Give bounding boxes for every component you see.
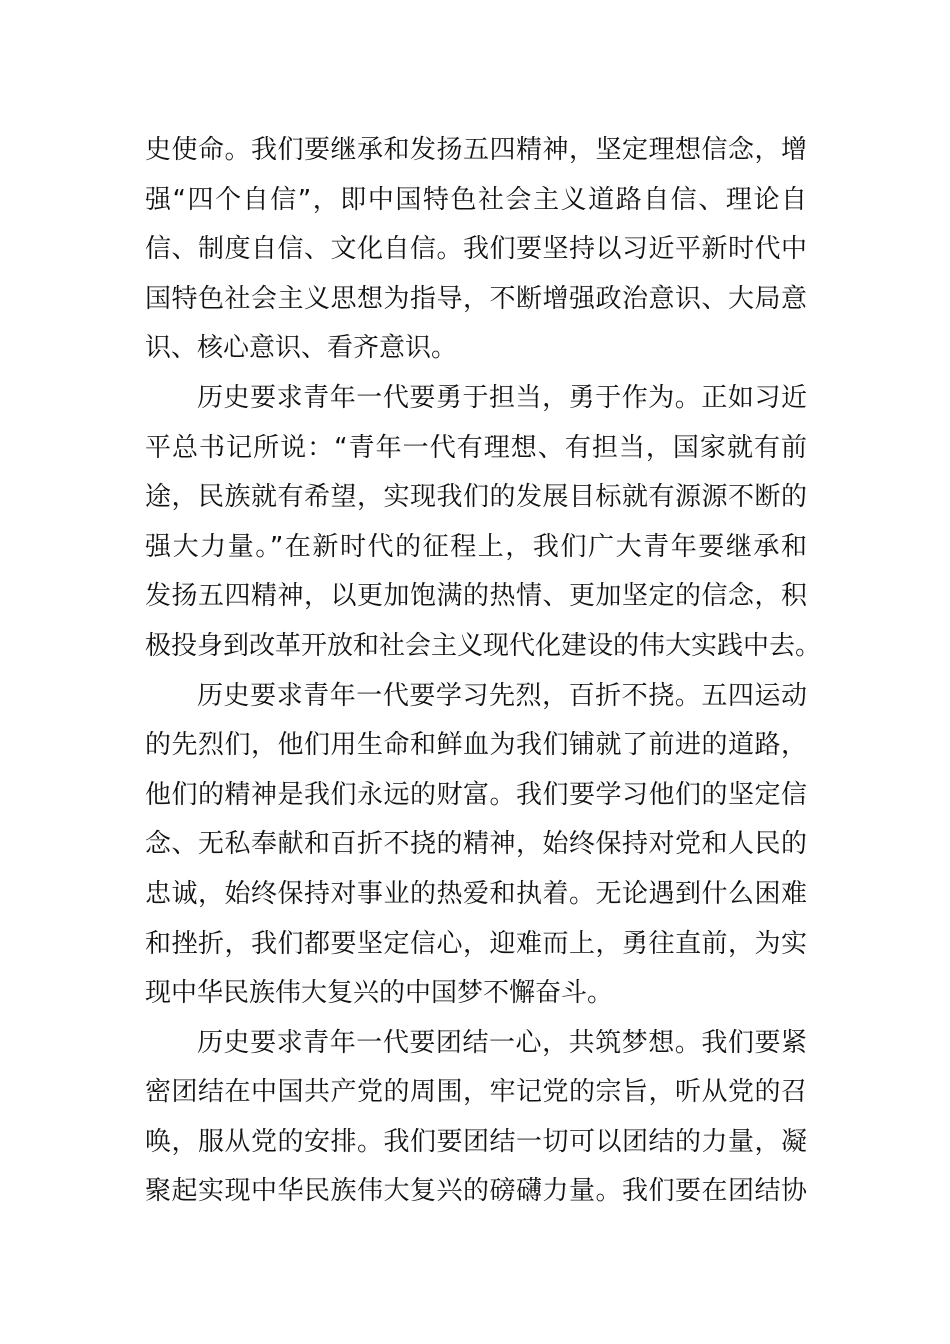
- text-line: 强“四个自信”，即中国特色社会主义道路自信、理论自: [145, 184, 807, 215]
- text-line: 国特色社会主义思想为指导，不断增强政治意识、大局意: [145, 283, 807, 314]
- text-line: 极投身到改革开放和社会主义现代化建设的伟大实践中去。: [145, 630, 822, 661]
- text-line: 途，民族就有希望，实现我们的发展目标就有源源不断的: [145, 482, 807, 513]
- text-line: 史使命。我们要继承和发扬五四精神，坚定理想信念，增: [145, 135, 807, 165]
- paragraph-start-line: 历史要求青年一代要勇于担当，勇于作为。正如习近: [197, 382, 807, 413]
- text-line: 他们的精神是我们永远的财富。我们要学习他们的坚定信: [145, 779, 807, 810]
- body-text: [145, 126, 822, 1217]
- text-line: 的先烈们，他们用生命和鲜血为我们铺就了前进的道路，: [145, 730, 807, 761]
- text-line: 唤，服从党的安排。我们要团结一切可以团结的力量，凝: [145, 1126, 807, 1157]
- text-line: 现中华民族伟大复兴的中国梦不懈奋斗。: [145, 978, 614, 1009]
- paragraph-start-line: 历史要求青年一代要团结一心，共筑梦想。我们要紧: [197, 1027, 807, 1058]
- text-line: 发扬五四精神，以更加饱满的热情、更加坚定的信念，积: [145, 581, 807, 612]
- text-line: 强大力量。”在新时代的征程上，我们广大青年要继承和: [145, 531, 807, 562]
- text-line: 聚起实现中华民族伟大复兴的磅礴力量。我们要在团结协: [145, 1176, 807, 1207]
- text-line: 密团结在中国共产党的周围，牢记党的宗旨，听从党的召: [145, 1077, 807, 1108]
- text-line: 忠诚，始终保持对事业的热爱和执着。无论遇到什么困难: [145, 878, 807, 909]
- text-line: 念、无私奉献和百折不挠的精神，始终保持对党和人民的: [145, 829, 807, 860]
- paragraph-start-line: 历史要求青年一代要学习先烈，百折不挠。五四运动: [197, 680, 807, 711]
- text-line: 平总书记所说：“青年一代有理想、有担当，国家就有前: [145, 432, 807, 463]
- text-line: 信、制度自信、文化自信。我们要坚持以习近平新时代中: [145, 234, 807, 265]
- text-line: 识、核心意识、看齐意识。: [145, 333, 458, 364]
- text-line: 和挫折，我们都要坚定信心，迎难而上，勇往直前，为实: [145, 928, 807, 959]
